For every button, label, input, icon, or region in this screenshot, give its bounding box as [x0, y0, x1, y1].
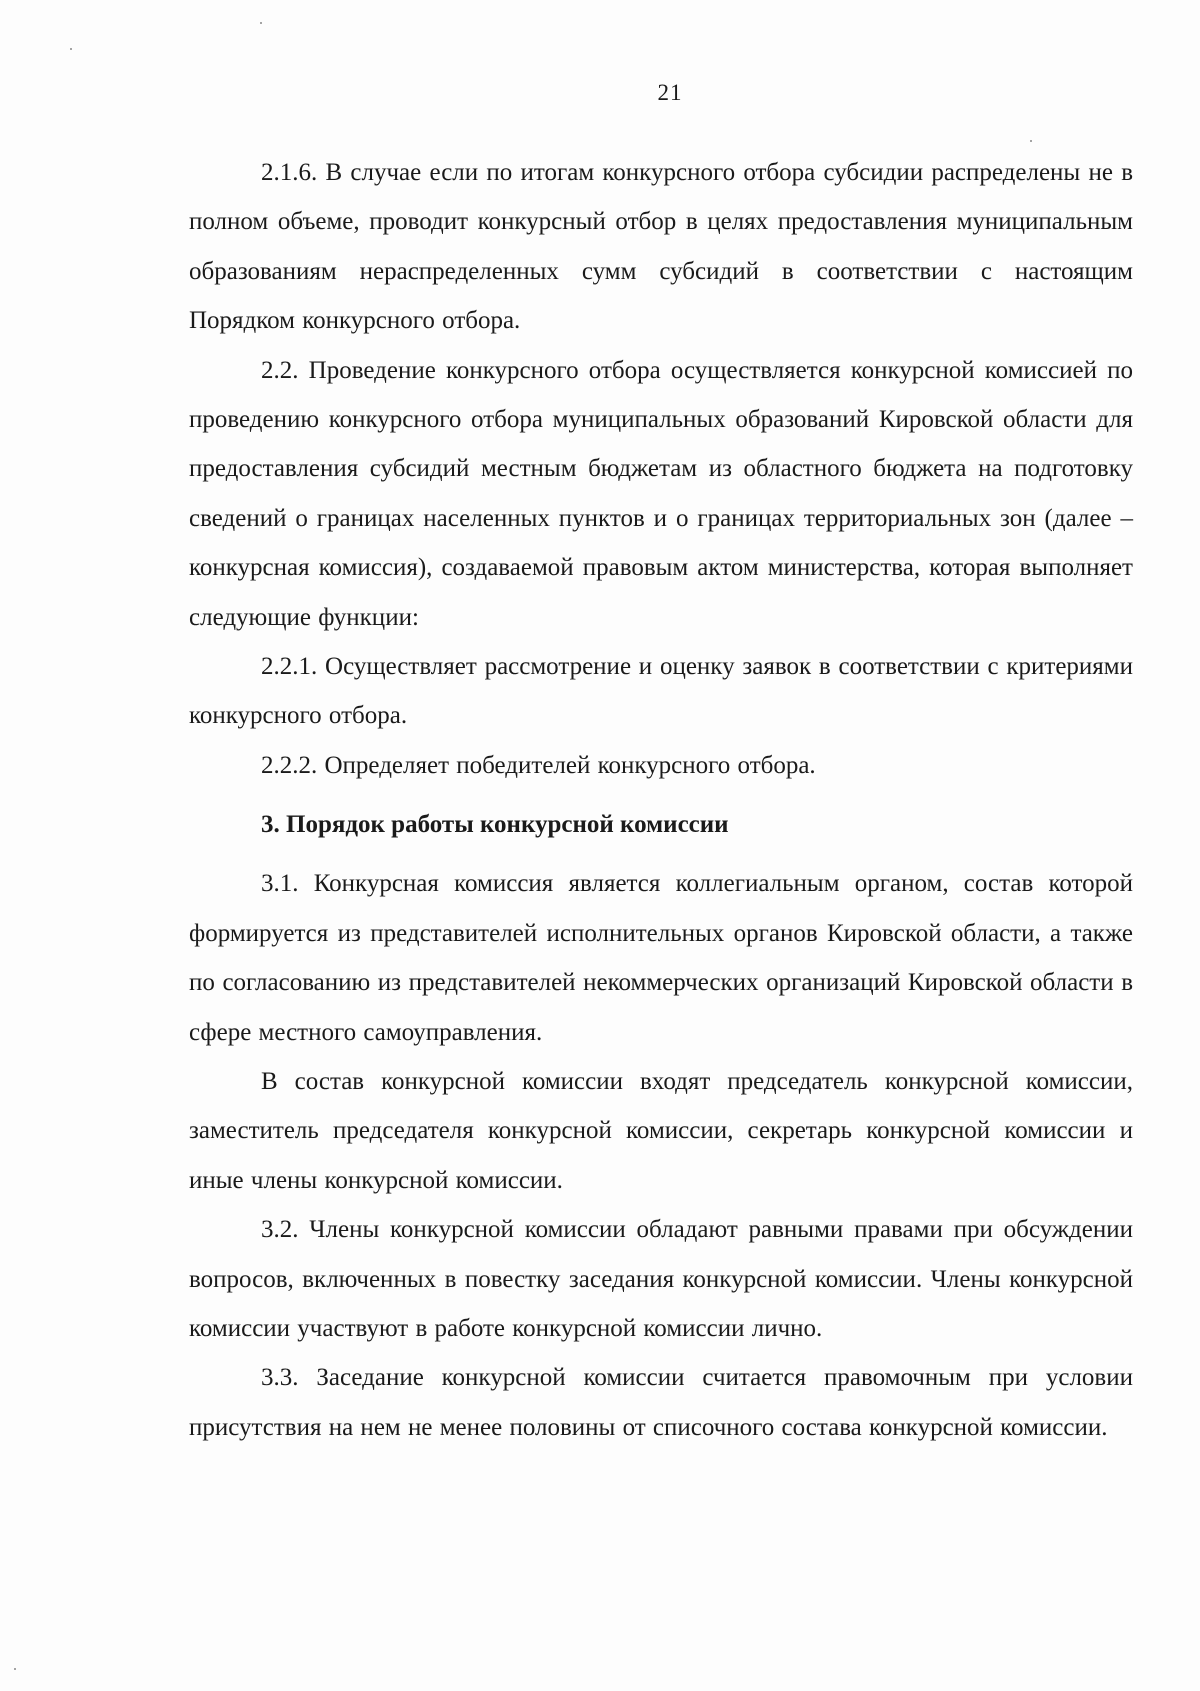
- scan-speck: [1030, 140, 1032, 142]
- scan-speck: [70, 48, 72, 50]
- section-heading: 3. Порядок работы конкурсной комиссии: [261, 811, 729, 839]
- paragraph-3-3: 3.3. Заседание конкурсной комиссии считается правомочным при условии присутствия на нем не менее половины от списочного состава конкурсной комиссии.: [189, 1364, 1133, 1441]
- paragraph-2-2-1: 2.2.1. Осуществляет рассмотрение и оценку заявок в соответствии с критериями конкурсного отбора.: [189, 653, 1133, 730]
- paragraph-2-1-6: 2.1.6. В случае если по итогам конкурсного отбора субсидии распределены не в полном объеме, проводит конкурсный отбор в целях предоставления муниципальным образованиям нераспределенных сумм субсидий в соответствии с настоящим Порядком конкурсного отбора.: [189, 159, 1133, 335]
- page-number: 21: [657, 80, 683, 105]
- paragraph-3-2: 3.2. Члены конкурсной комиссии обладают равными правами при обсуждении вопросов, включенных в повестку заседания конкурсной комиссии. Члены конкурсной комиссии участвуют в работе конкурсной комиссии лично.: [189, 1216, 1133, 1342]
- document-body: [189, 148, 1133, 1452]
- paragraph-3-1-composition: В состав конкурсной комиссии входят председатель конкурсной комиссии, заместитель председателя конкурсной комиссии, секретарь конкурсной комиссии и иные члены конкурсной комиссии.: [189, 1067, 1133, 1194]
- paragraph-2-2: 2.2. Проведение конкурсного отбора осуществляется конкурсной комиссией по проведению конкурсного отбора муниципальных образований Кировской области для предоставления субсидий местным бюджетам из областного бюджета на подготовку сведений о границах населенных пунктов и о границах территориальных зон (далее – конкурсная комиссия), создаваемой правовым актом министерства, которая выполняет следующие функции:: [189, 356, 1133, 631]
- scan-speck: [260, 22, 262, 24]
- paragraph-3-1: 3.1. Конкурсная комиссия является коллегиальным органом, состав которой формируется из представителей исполнительных органов Кировской области, а также по согласованию из представителей некоммерческих организаций Кировской области в сфере местного самоуправления.: [189, 870, 1133, 1046]
- paragraph-2-2-2: 2.2.2. Определяет победителей конкурсного отбора.: [261, 751, 816, 779]
- scan-speck: [14, 1668, 16, 1670]
